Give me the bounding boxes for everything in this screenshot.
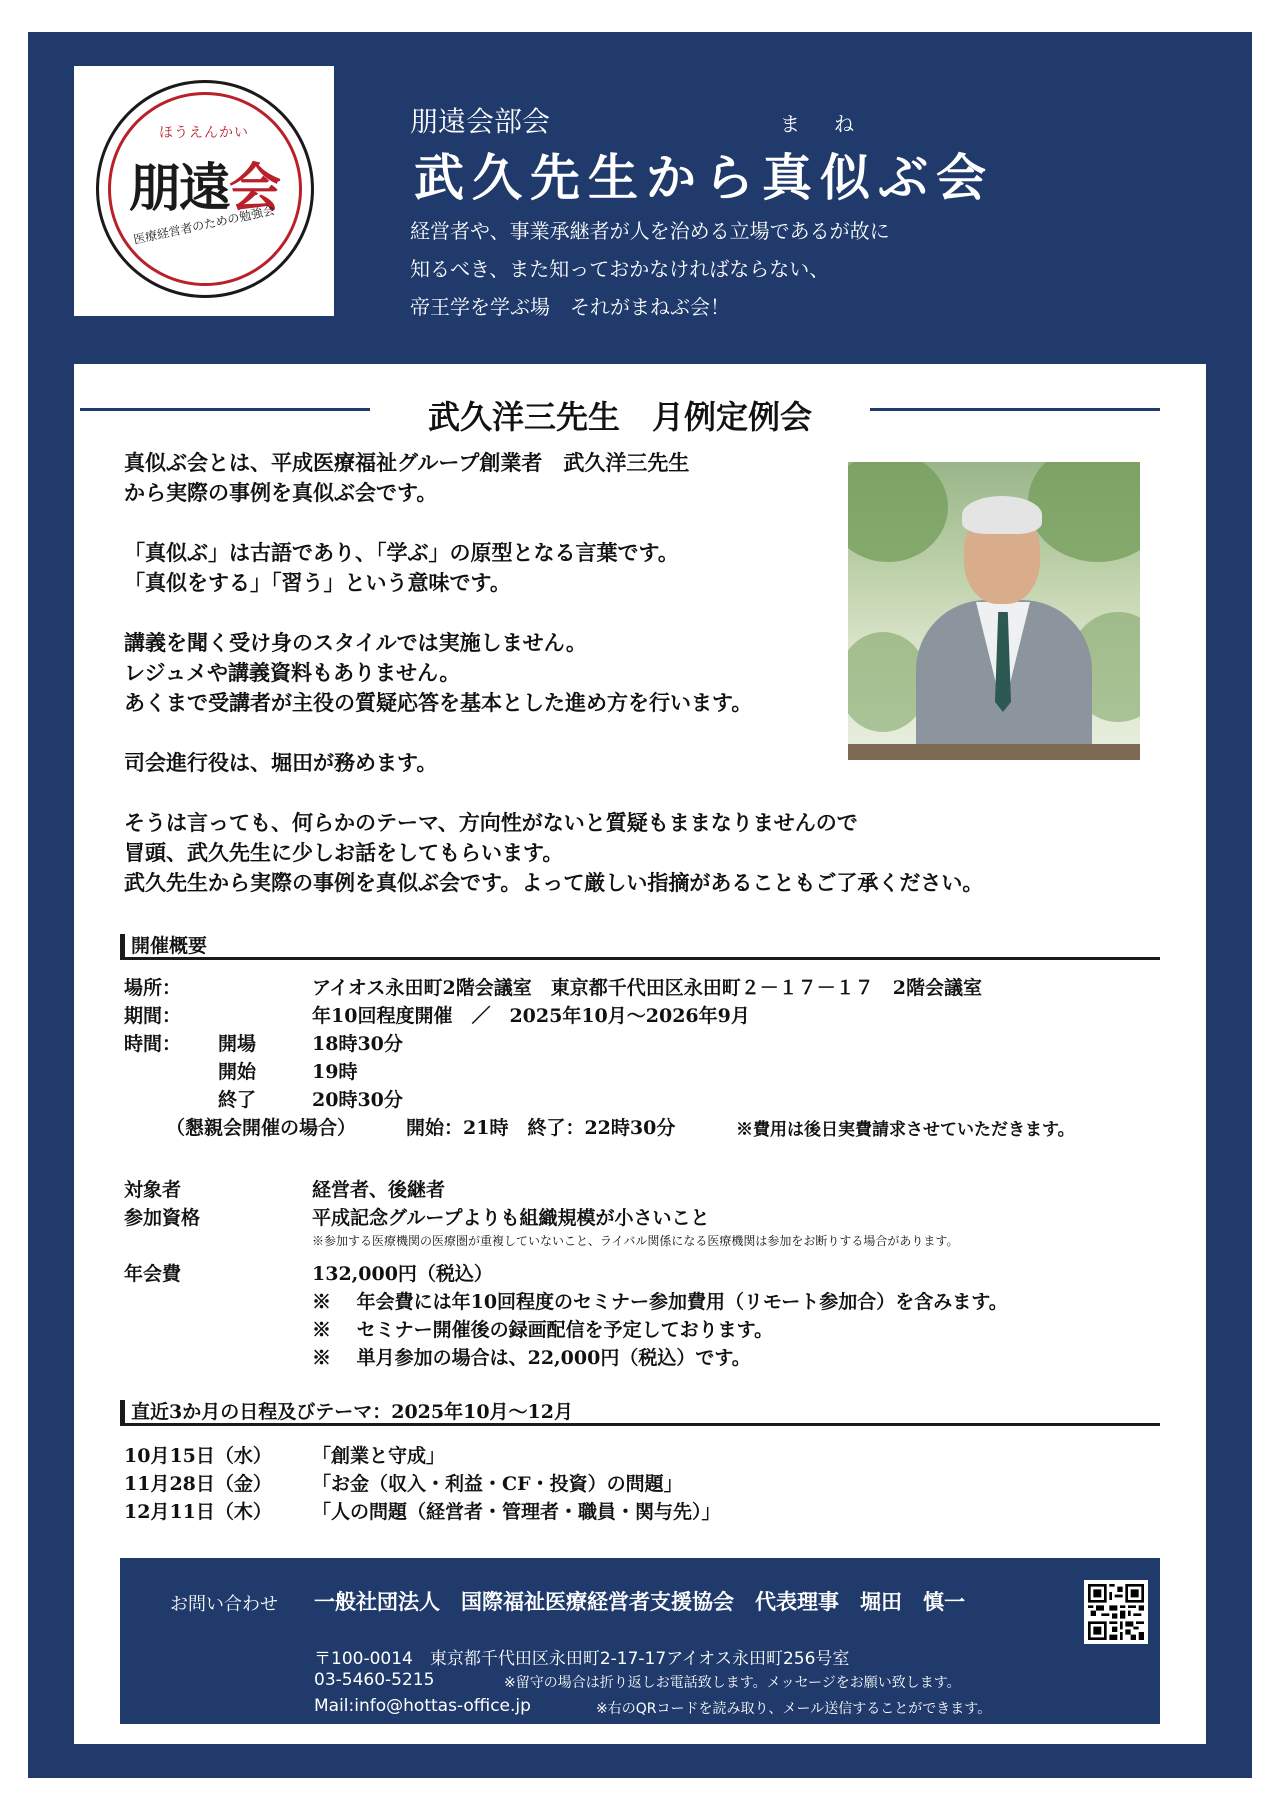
fee-note: ※ セミナー開催後の録画配信を予定しております。 — [312, 1319, 774, 1341]
logo-tagline: 医療経営者のための勉強会 — [132, 203, 276, 247]
contact-phone-note: ※留守の場合は折り返しお電話致します。メッセージをお願い致します。 — [504, 1675, 961, 1691]
intro-line: レジュメや講義資料もありません。 — [124, 660, 461, 685]
photo-foliage — [1028, 462, 1140, 562]
intro-paragraph — [124, 808, 1084, 898]
intro-text — [124, 448, 984, 928]
photo-table — [848, 744, 1140, 760]
intro-line: 「真似ぶ」は古語であり、「学ぶ」の原型となる言葉です。 — [124, 540, 679, 565]
time-start-label: 開始 — [218, 1061, 257, 1083]
schedule-theme: 「創業と守成」 — [312, 1445, 446, 1467]
fee-note: ※ 単月参加の場合は、22,000円（税込）です。 — [312, 1347, 751, 1369]
logo-name-b: 会 — [229, 158, 280, 219]
place-value: アイオス永田町2階会議室 東京都千代田区永田町２－１７－１７ 2階会議室 — [312, 977, 982, 999]
logo-name-a: 朋遠 — [128, 158, 229, 219]
section-title-row — [80, 392, 1160, 436]
section-title: 武久洋三先生 月例定例会 — [427, 398, 812, 436]
qualification-value: 平成記念グループよりも組織規模が小さいこと — [312, 1207, 710, 1229]
schedule-theme: 「人の問題（経営者・管理者・職員・関与先）」 — [312, 1501, 721, 1523]
target-label: 対象者 — [124, 1179, 182, 1201]
schedule-date: 11月28日（金） — [124, 1473, 272, 1495]
intro-line: 講義を聞く受け身のスタイルでは実施しません。 — [124, 630, 587, 655]
party-value: 開始：21時 終了：22時30分 — [406, 1117, 676, 1139]
period-value: 年10回程度開催 ／ 2025年10月～2026年9月 — [312, 1005, 750, 1027]
time-open-label: 開場 — [218, 1033, 257, 1055]
header-description-line: 帝王学を学ぶ場 それがまねぶ会！ — [410, 295, 730, 319]
intro-line: 司会進行役は、堀田が務めます。 — [124, 750, 438, 775]
portrait-photo — [848, 462, 1140, 760]
time-start-value: 19時 — [312, 1061, 358, 1083]
intro-paragraph — [124, 748, 844, 778]
contact-mail-note: ※右のQRコードを読み取り、メール送信することができます。 — [596, 1701, 992, 1717]
photo-foliage — [848, 462, 948, 562]
intro-line: あくまで受講者が主役の質疑応答を基本とした進め方を行います。 — [124, 690, 753, 715]
header-description-line: 知るべき、また知っておかなければならない、 — [410, 257, 830, 281]
time-end-value: 20時30分 — [312, 1089, 403, 1111]
schedule-date: 12月11日（木） — [124, 1501, 272, 1523]
time-label: 時間： — [124, 1033, 182, 1055]
intro-paragraph — [124, 628, 844, 718]
period-label: 期間： — [124, 1005, 182, 1027]
contact-address: 〒100-0014 東京都千代田区永田町2-17-17アイオス永田町256号室 — [314, 1649, 850, 1669]
qualification-label: 参加資格 — [124, 1207, 201, 1229]
target-value: 経営者、後継者 — [312, 1179, 446, 1201]
time-end-label: 終了 — [218, 1089, 257, 1111]
intro-line: 武久先生から実際の事例を真似ぶ会です。よって厳しい指摘があることもご了承ください。 — [124, 870, 984, 895]
fee-label: 年会費 — [124, 1263, 182, 1285]
time-open-value: 18時30分 — [312, 1033, 403, 1055]
logo — [74, 66, 334, 316]
qualification-note: ※参加する医療機関の医療圏が重複していないこと、ライバル関係になる医療機関は参加をお断りする場合があります。 — [312, 1234, 959, 1248]
page-title: 武久先生から真似ぶ会 — [414, 148, 994, 207]
intro-paragraph — [124, 538, 844, 598]
contact-mail[interactable]: Mail:info@hottas-office.jp — [314, 1696, 531, 1716]
qr-code-graphic — [1088, 1584, 1144, 1640]
schedule-heading: 直近3か月の日程及びテーマ：2025年10月～12月 — [120, 1400, 1160, 1426]
intro-paragraph — [124, 448, 844, 508]
intro-line: 真似ぶ会とは、平成医療福祉グループ創業者 武久洋三先生 — [124, 450, 690, 475]
contact-phone[interactable]: 03-5460-5215 — [314, 1670, 435, 1690]
place-label: 場所： — [124, 977, 182, 999]
schedule-date: 10月15日（水） — [124, 1445, 272, 1467]
overview-heading: 開催概要 — [120, 934, 1160, 960]
header-description-line: 経営者や、事業承継者が人を治める立場であるが故に — [410, 219, 890, 243]
intro-line: そうは言っても、何らかのテーマ、方向性がないと質疑もままなりませんので — [124, 810, 858, 835]
photo-figure-hair — [962, 496, 1042, 534]
party-label: （懇親会開催の場合） — [166, 1117, 357, 1139]
intro-line: 「真似をする」「習う」という意味です。 — [124, 570, 511, 595]
title-furigana: まね — [780, 112, 888, 136]
header-description — [410, 212, 890, 326]
contact-label: お問い合わせ — [170, 1594, 278, 1615]
fee-value: 132,000円（税込） — [312, 1263, 493, 1285]
contact-box — [120, 1558, 1160, 1724]
party-note: ※費用は後日実費請求させていただきます。 — [736, 1120, 1075, 1140]
contact-org: 一般社団法人 国際福祉医療経営者支援協会 代表理事 堀田 慎一 — [314, 1590, 965, 1614]
fee-note: ※ 年会費には年10回程度のセミナー参加費用（リモート参加合）を含みます。 — [312, 1291, 1008, 1313]
qr-code-icon[interactable] — [1084, 1580, 1148, 1644]
schedule-theme: 「お金（収入・利益・CF・投資）の問題」 — [312, 1473, 683, 1495]
header-subtitle: 朋遠会部会 — [410, 105, 551, 138]
intro-line: 冒頭、武久先生に少しお話をしてもらいます。 — [124, 840, 564, 865]
intro-line: から実際の事例を真似ぶ会です。 — [124, 480, 438, 505]
logo-furigana: ほうえんかい — [159, 125, 249, 141]
